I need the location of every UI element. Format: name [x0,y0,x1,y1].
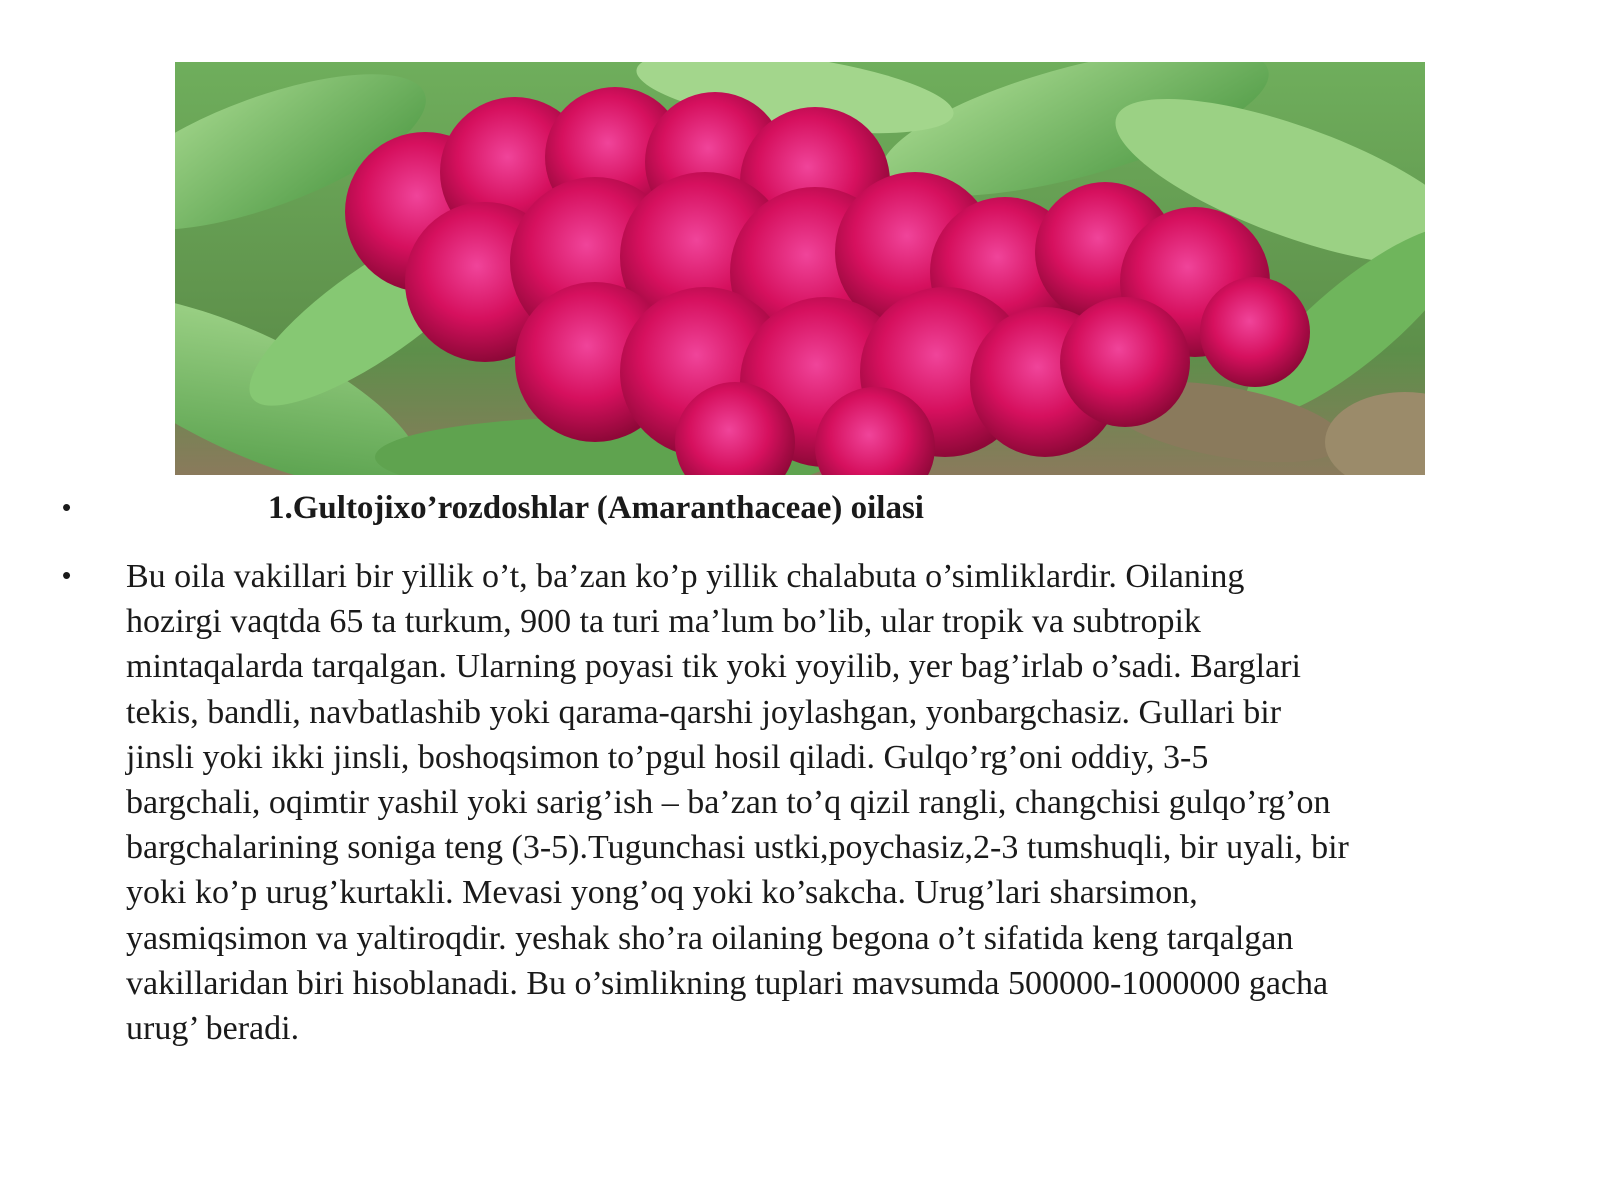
paragraph-line: tekis, bandli, navbatlashib yoki qarama-qarshi joylashgan, yonbargchasiz. Gullari bir [126,693,1282,731]
bullet-marker: • [62,492,72,522]
paragraph-line: mintaqalarda tarqalgan. Ularning poyasi tik yoki yoyilib, yer bag’irlab o’sadi. Barglari [126,648,1301,686]
paragraph-line: vakillaridan biri hisoblanadi. Bu o’simlikning tuplari mavsumda 500000-1000000 gacha [126,964,1329,1002]
paragraph-line: bargchalarining soniga teng (3-5).Tugunchasi ustki,poychasiz,2-3 tumshuqli, bir uyali, bir [126,829,1349,867]
paragraph-line: Bu oila vakillari bir yillik o’t, ba’zan ko’p yillik chalabuta o’simliklardir. Oilaning [126,558,1245,595]
description-paragraph [126,554,1586,1051]
flower-image [175,62,1425,475]
paragraph-line: hozirgi vaqtda 65 ta turkum, 900 ta turi ma’lum bo’lib, ular tropik va subtropik [126,603,1201,641]
celosia-flower-photo [175,62,1425,475]
paragraph-line: yoki ko’p urug’kurtakli. Mevasi yong’oq yoki ko’sakcha. Urug’lari sharsimon, [126,874,1198,912]
family-heading: 1.Gultojixo’rozdoshlar (Amaranthaceae) oilasi [268,490,924,526]
paragraph-line: yasmiqsimon va yaltiroqdir. yeshak sho’ra oilaning begona o’t sifatida keng tarqalgan [126,919,1294,957]
paragraph-line: jinsli yoki ikki jinsli, boshoqsimon to’pgul hosil qiladi. Gulqo’rg’oni oddiy, 3-5 [126,738,1209,776]
paragraph-line: urug’ beradi. [126,1010,300,1048]
paragraph-line: bargchali, oqimtir yashil yoki sarig’ish – ba’zan to’q qizil rangli, changchisi gulqo’rg’on [126,784,1331,822]
bullet-marker: • [62,560,72,590]
